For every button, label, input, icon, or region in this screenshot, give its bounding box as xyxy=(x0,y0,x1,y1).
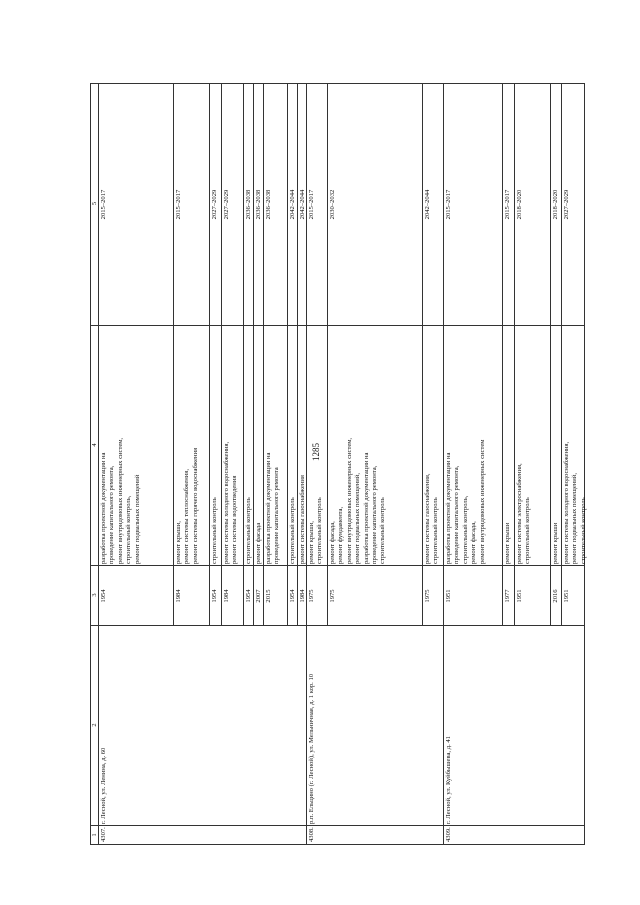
row-entry xyxy=(287,83,297,626)
entry-period: 2042–2044 xyxy=(289,189,296,220)
entry-works: ремонт системы электроснабжения, строительный контроль xyxy=(516,463,532,564)
row-number: 4307. xyxy=(100,827,107,842)
row-entry xyxy=(444,83,502,626)
entry-year: 1977 xyxy=(504,589,511,603)
entry-works: ремонт фасада xyxy=(255,522,262,564)
entry-year: 1951 xyxy=(445,589,452,603)
entry-works: ремонт крыши xyxy=(504,522,511,564)
row-entry xyxy=(209,83,221,626)
column-header-4: 4 xyxy=(91,325,100,566)
entry-period: 2015–2017 xyxy=(445,189,452,220)
table-row xyxy=(444,83,585,845)
entry-year: 1954 xyxy=(211,589,218,603)
entry-year: 1954 xyxy=(245,589,252,603)
entry-period: 2027–2029 xyxy=(223,189,230,220)
entry-period: 2036–2038 xyxy=(265,189,272,220)
entry-works: ремонт крыши, строительный контроль xyxy=(308,497,324,564)
row-number: 4309. xyxy=(445,827,452,842)
entry-period: 2030–2032 xyxy=(329,189,336,220)
entry-year: 2015 xyxy=(265,589,272,603)
entry-year: 1984 xyxy=(223,589,230,603)
entry-works: ремонт системы холодного водоснабжения, ремонт системы водоотведения xyxy=(223,441,239,564)
entry-year: 1951 xyxy=(516,589,523,603)
entry-year: 2007 xyxy=(255,589,262,603)
column-header-5: 5 xyxy=(91,82,100,326)
entry-works: строительный контроль xyxy=(245,497,252,564)
row-address: г. Лесной, ул. Ленина, д. 60 xyxy=(100,747,107,824)
entry-works: ремонт крыши, ремонт системы теплоснабжения, ремонт системы горячего водоснабжения xyxy=(175,447,199,564)
entry-period: 2036–2038 xyxy=(255,189,262,220)
row-entry xyxy=(327,83,422,626)
row-entry xyxy=(307,83,327,626)
entry-works: ремонт системы газоснабжения xyxy=(299,475,306,564)
row-entry xyxy=(173,83,209,626)
entry-period: 2036–2038 xyxy=(245,189,252,220)
table-row xyxy=(99,83,307,845)
entry-year: 2016 xyxy=(552,589,559,603)
row-entry xyxy=(422,83,444,626)
repair-schedule-table xyxy=(90,83,585,845)
entry-period: 2042–2044 xyxy=(299,189,306,220)
row-entry xyxy=(243,83,253,626)
entry-period: 2015–2017 xyxy=(100,189,107,220)
entry-year: 1975 xyxy=(308,589,315,603)
entry-year: 1984 xyxy=(299,589,306,603)
entry-year: 1975 xyxy=(424,589,431,603)
column-header-1: 1 xyxy=(91,833,98,837)
row-entry xyxy=(99,83,173,626)
entry-works: разработка проектной документации на проведение капитального ремонта xyxy=(265,452,281,564)
entry-period: 2015–2017 xyxy=(308,189,315,220)
table-header-row xyxy=(90,83,99,845)
row-address: г. Лесной, ул. Куйбышева, д. 41 xyxy=(445,736,452,824)
row-entry xyxy=(253,83,263,626)
row-entry xyxy=(550,83,561,626)
row-address: р.п. Ельцино (г. Лесной), ул. Мельничная, д. 1 кор. 10 xyxy=(308,673,315,824)
entry-period: 2027–2029 xyxy=(563,189,570,220)
entry-works: ремонт крыши xyxy=(552,522,559,564)
entry-year: 1954 xyxy=(100,589,107,603)
entry-works: ремонт системы холодного водоснабжения, ремонт подвальных помещений, строительный контроль xyxy=(563,441,587,564)
entry-works: строительный контроль xyxy=(289,497,296,564)
entry-year: 1975 xyxy=(329,589,336,603)
entry-works: разработка проектной документации на проведение капитального ремонта, строительный контроль, ремонт фасада, ремонт внутридомовых инженерных систем xyxy=(445,439,486,564)
row-entry xyxy=(221,83,243,626)
entry-period: 2042–2044 xyxy=(424,189,431,220)
row-entry xyxy=(263,83,287,626)
row-entry xyxy=(514,83,550,626)
entry-period: 2018–2020 xyxy=(552,189,559,220)
row-entry xyxy=(297,83,307,626)
entry-works: строительный контроль xyxy=(211,497,218,564)
entry-works: ремонт системы газоснабжения, строительный контроль xyxy=(424,473,440,564)
entry-period: 2015–2017 xyxy=(175,189,182,220)
table-row xyxy=(307,83,444,845)
entry-year: 1984 xyxy=(175,589,182,603)
entry-period: 2015–2017 xyxy=(504,189,511,220)
entry-year: 1954 xyxy=(289,589,296,603)
table-frame xyxy=(90,83,585,845)
entry-works: разработка проектной документации на проведение капитального ремонта, ремонт внутридомовых инженерных систем, строительный контроль, ремонт подвальных помещений xyxy=(100,437,141,564)
page-number: 1285 xyxy=(311,443,321,461)
row-number: 4308. xyxy=(308,827,315,842)
row-entry xyxy=(561,83,585,626)
column-header-3: 3 xyxy=(91,565,100,626)
entry-year: 1951 xyxy=(563,589,570,603)
entry-period: 2027–2029 xyxy=(211,189,218,220)
column-header-2: 2 xyxy=(91,625,100,826)
entry-period: 2018–2020 xyxy=(516,189,523,220)
entry-works: ремонт фасада, ремонт фундамента, ремонт внутридомовых инженерных систем, ремонт подвальных помещений, разработка проектной документации на проведение капитального ремонта, строительный контроль xyxy=(329,437,387,564)
row-entry xyxy=(502,83,514,626)
